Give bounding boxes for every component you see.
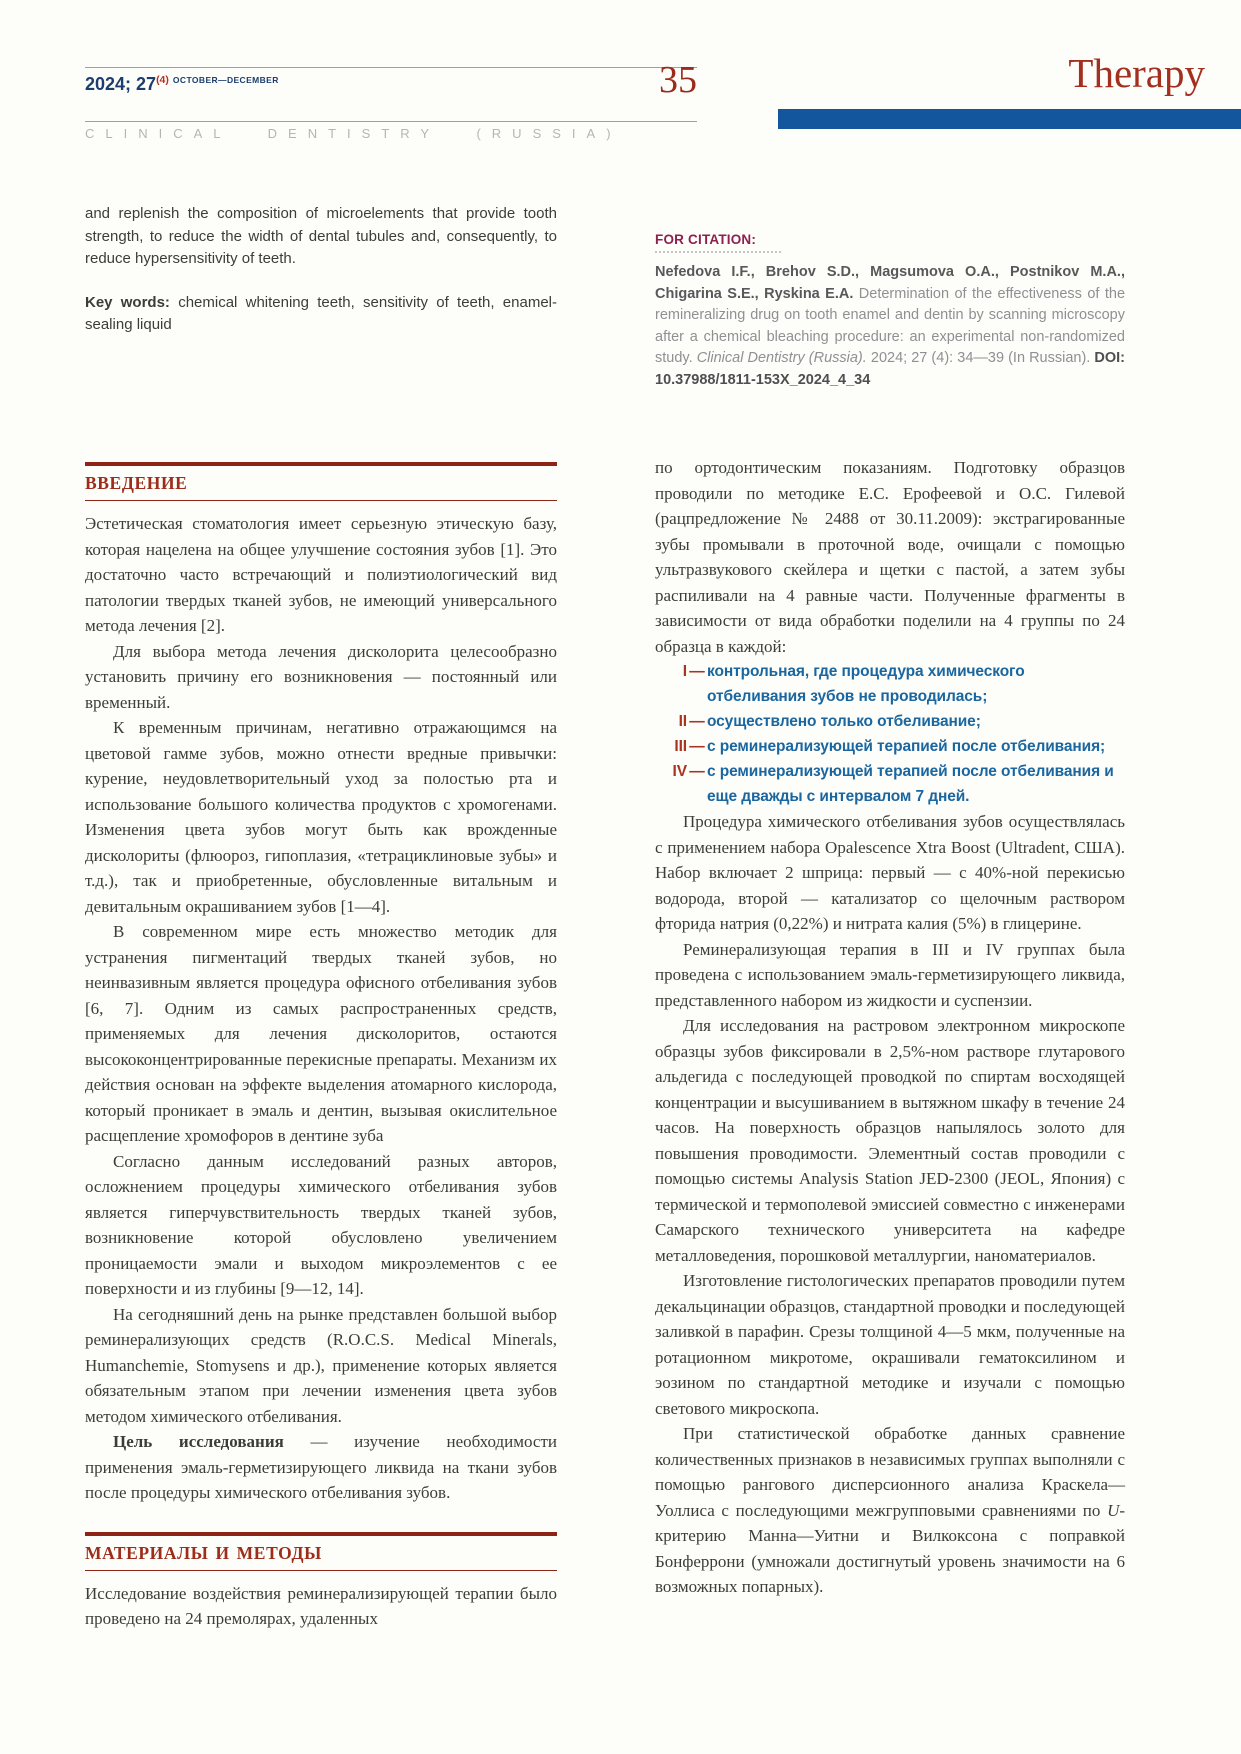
group-item-1 (655, 659, 1125, 709)
journal-name: CLINICAL DENTISTRY (RUSSIA) (85, 126, 622, 141)
methods-paragraph: Для исследования на растровом электронном микроскопе образцы зубов фиксировали в 2,5%-ном растворе глутарового альдегида с последующей проводкой по спиртам восходящей концентрации и высушиванием в вытяжном шкафу в течение 24 часов. На поверхность образцов напылялось золото для повышения проводимости. Элементный состав проводили с помощью системы Analysis Station JED-2300 (JEOL, Япония) с термической и термополевой эмиссией совместно с инженерами Самарского технического университета на кафедре металловедения, порошковой металлургии, наноматериалов. (655, 1016, 1125, 1265)
keywords-paragraph (85, 292, 557, 337)
section-color-bar (778, 109, 1241, 129)
study-goal-text: — изучение необходимости применения эмаль-герметизирующего ликвида на ткани зубов после процедуры химического отбеливания зубов. (85, 1432, 557, 1502)
page-number: 35 (659, 59, 697, 101)
citation-text (655, 262, 1125, 391)
abstract-text: and replenish the composition of microelements that provide tooth strength, to reduce the width of dental tubules and, consequently, to reduce hypersensitivity of teeth. (85, 205, 557, 267)
group-item-4 (655, 759, 1125, 809)
intro-paragraph: Эстетическая стоматология имеет серьезную этическую базу, которая нацелена на общее улучшение состояния зубов [1]. Это достаточно часто встречающий и полиэтиологический вид патологии твердых тканей зубов, не имеющий универсального метода лечения [2]. (85, 514, 557, 635)
methods-paragraph: Изготовление гистологических препаратов проводили путем декальцинации образцов, стандартной проводки и последующей заливкой в парафин. Срезы толщиной 4—5 мкм, полученные на ротационном микротоме, окрашивали гематоксилином и эозином по стандартной методике и изучали с помощью светового микроскопа. (655, 1271, 1125, 1418)
citation-authors: Nefedova I.F., Brehov S.D., Magsumova O.A., Postnikov M.A., Chigarina S.E., Ryskina E.A. (655, 264, 1125, 302)
group-text: контрольная, где процедура химического отбеливания зубов не проводилась; (707, 663, 1025, 705)
group-dash: — (689, 713, 705, 730)
group-text: с реминерализующей терапией после отбеливания и еще дважды с интервалом 7 дней. (707, 763, 1114, 805)
right-column (655, 455, 1125, 1600)
group-numeral: II (678, 713, 687, 730)
materials-paragraph: Исследование воздействия реминерализирующей терапии было проведено на 24 премолярах, удаленных (85, 1583, 557, 1628)
study-goal-paragraph (85, 1429, 557, 1506)
group-dash: — (689, 738, 705, 755)
introduction-heading-block (85, 462, 557, 501)
group-numeral: IV (672, 763, 687, 780)
abstract-en (85, 203, 557, 337)
methods-paragraph: Реминерализующая терапия в III и IV группах была проведена с использованием эмаль-герметизирующего ликвида, представленного набором из жидкости и суспензии. (655, 939, 1125, 1010)
issue-number: (4) (156, 74, 169, 86)
group-dash: — (689, 663, 705, 680)
intro-paragraph: На сегодняшний день на рынке представлен большой выбор реминерализующих средств (R.O.C.S. Medical Minerals, Humanchemie, Stomysens и др.), применение которых является обязательным этапом при лечении изменения цвета зубов методом химического отбеливания. (85, 1304, 557, 1426)
statistics-paragraph (655, 1421, 1125, 1600)
citation-title: Determination of the effectiveness of the remineralizing drug on tooth enamel and dentin by scanning microscopy after a chemical bleaching procedure: an experimental non-randomized study. (655, 285, 1126, 366)
intro-paragraph: В современном мире есть множество методик для устранения пигментаций твердых тканей зубов, но неинвазивным является процедура офисного отбеливания зубов [6, 7]. Одним из самых распространенных средств, применяемых для лечения дисколоритов, остаются высококонцентрированные перекисные препараты. Механизм их действия основан на эффекте выделения атомарного кислорода, который проникает в эмаль и дентин, вызывая окислительное расщепление хромофоров в дентине зуба (85, 922, 557, 1145)
intro-paragraph: Согласно данным исследований разных авторов, осложнением процедуры химического отбеливания зубов является гиперчувствительность твердых тканей зубов, возникновение которой обусловлено увеличением проницаемости эмали и выходом микроэлементов с ее поверхности и из глубины [9—12, 14]. (85, 1151, 557, 1298)
statistics-text-b: -критерию Манна—Уитни и Вилкоксона с поправкой Бонферрони (умножали достигнутый уровень значимости на 6 возможных попарных). (655, 1500, 1126, 1596)
statistics-text-a: При статистической обработке данных сравнение количественных признаков в независимых группах выполняли с помощью рангового дисперсионного анализа Краскела—Уоллиса с последующими межгрупповыми сравнениями по (655, 1424, 1125, 1520)
group-numeral: I (682, 663, 687, 680)
citation-journal: Clinical Dentistry (Russia). (696, 350, 867, 366)
materials-heading-block (85, 1532, 557, 1571)
left-column (85, 462, 557, 1632)
methods-paragraph: по ортодонтическим показаниям. Подготовку образцов проводили по методике Е.С. Ерофеевой и О.С. Гилевой (рацпредложение № 2488 от 30.11.2009): экстрагированные зубы промывали в проточной воде, очищали с помощью ультразвукового скейлера и щетки с пастой, а затем зубы распиливали на 4 равные части. Полученные фрагменты в зависимости от вида обработки поделили на 4 группы по 24 образца в каждой: (655, 458, 1125, 656)
group-item-2 (655, 709, 1125, 734)
issue-volume: 2024; 27 (85, 74, 157, 94)
keywords-text: chemical whitening teeth, sensitivity of teeth, enamel-sealing liquid (85, 293, 557, 333)
group-dash: — (689, 763, 705, 780)
introduction-heading: ВВЕДЕНИЕ (85, 473, 188, 493)
keywords-label: Key words: (85, 293, 170, 311)
intro-paragraph: Для выбора метода лечения дисколорита целесообразно установить причину его возникновения — постоянный или временный. (85, 641, 557, 712)
materials-heading: МАТЕРИАЛЫ И МЕТОДЫ (85, 1542, 322, 1563)
citation-dotted-divider (655, 251, 781, 253)
citation-doi: DOI: 10.37988/1811-153X_2024_4_34 (655, 350, 1126, 388)
journal-section-label: Therapy (1068, 50, 1205, 96)
group-text: осуществлено только отбеливание; (707, 713, 981, 730)
group-numeral: III (674, 738, 687, 755)
intro-paragraph: К временным причинам, негативно отражающимся на цветовой гамме зубов, можно отнести вредные привычки: курение, неудовлетворительный уход за полостью рта и использование большого количества продуктов с хромогенами. Изменения цвета зубов могут быть как врожденные дисколориты (флюороз, гипоплазия, «тетрациклиновые зубы» и т.д.), так и приобретенные, обусловленные витальным и девитальным окрашиванием зубов [1—4]. (85, 718, 557, 916)
group-text: с реминерализующей терапией после отбеливания; (707, 738, 1106, 755)
study-groups-list (655, 659, 1125, 809)
study-goal-label: Цель исследования (113, 1432, 284, 1451)
methods-paragraph: Процедура химического отбеливания зубов осуществлялась с применением набора Opalescence Xtra Boost (Ultradent, США). Набор включает 2 шприца: первый — с 40%-ной перекисью водорода, второй — катализатор со щелочным раствором фторида натрия (0,22%) и нитрата калия (5%) в глицерине. (655, 812, 1125, 933)
issue-months: OCTOBER—DECEMBER (172, 75, 279, 85)
statistics-u-criterion: U (1107, 1500, 1120, 1520)
header-bottom-divider (85, 121, 697, 122)
for-citation-label: FOR CITATION: (655, 232, 757, 247)
citation-info: 2024; 27 (4): 34—39 (In Russian). (870, 350, 1091, 366)
for-citation-block (655, 232, 1125, 391)
group-item-3 (655, 734, 1125, 759)
